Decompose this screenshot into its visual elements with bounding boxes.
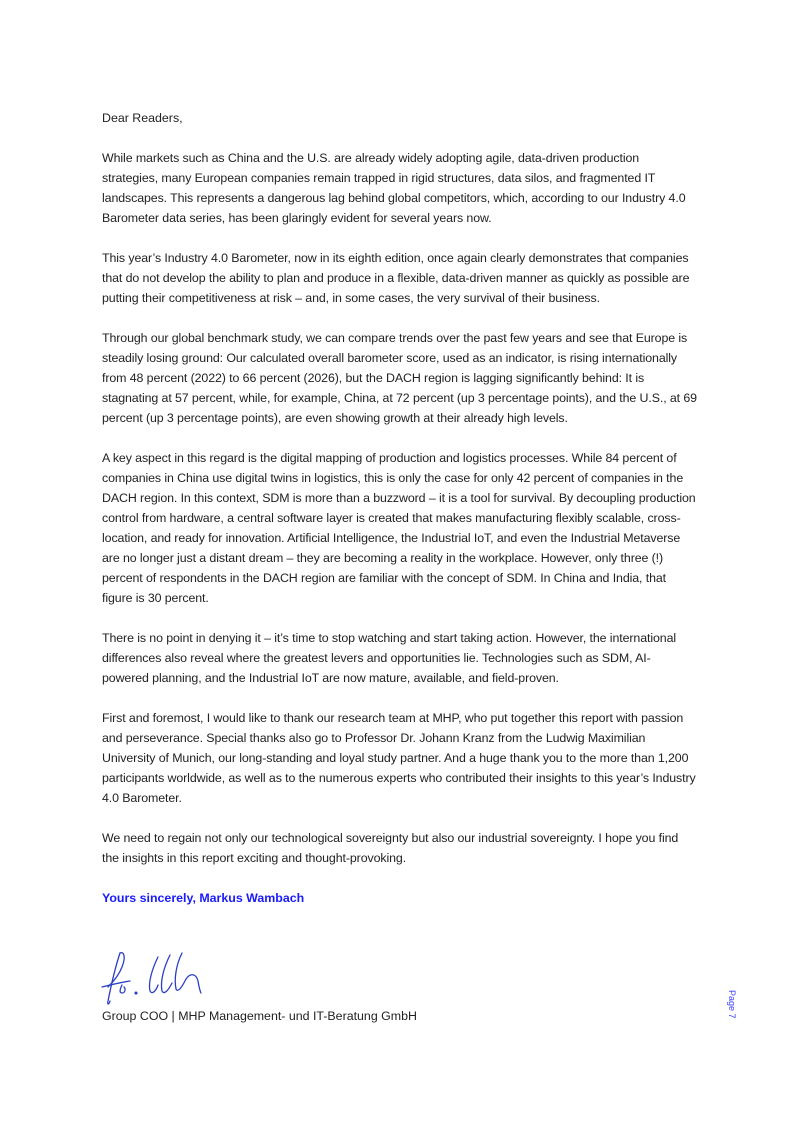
- closing-signoff: Yours sincerely, Markus Wambach: [102, 891, 305, 905]
- paragraph-sovereignty: We need to regain not only our technological sovereignty but also our industrial sovereignty. I hope you find the insights in this report exciting and thought-provoking.: [102, 831, 679, 865]
- salutation: Dear Readers,: [102, 111, 183, 125]
- paragraph-barometer-edition: This year’s Industry 4.0 Barometer, now in its eighth edition, once again clearly demonstrates that companies that do not develop the ability to plan and produce in a flexible, data-driven manner as quickly as possible are putting their competitiveness at risk – and, in some cases, the very survival of their business.: [102, 251, 690, 305]
- paragraph-benchmark-scores: Through our global benchmark study, we can compare trends over the past few years and see that Europe is steadily losing ground: Our calculated overall barometer score, used as an indicator, is rising internationally from 48 percent (2022) to 66 percent (2026), but the DACH region is lagging significantly behind: It is stagnating at 57 percent, while, for example, China, at 72 percent (up 3 percentage points), and the U.S., at 69 percent (up 3 percentage points), are even showing growth at their already high levels.: [102, 331, 697, 425]
- letter-body: [102, 108, 697, 908]
- paragraph-market-lag: While markets such as China and the U.S. are already widely adopting agile, data-driven production strategies, many European companies remain trapped in rigid structures, data silos, and fragmented IT landscapes. This represents a dangerous lag behind global competitors, which, according to our Industry 4.0 Barometer data series, has been glaringly evident for several years now.: [102, 151, 686, 225]
- paragraph-call-to-action: There is no point in denying it – it’s time to stop watching and start taking action. However, the international differences also reveal where the greatest levers and opportunities lie. Technologies such as SDM, AI-powered planning, and the Industrial IoT are now mature, available, and field-proven.: [102, 631, 677, 685]
- paragraph-digital-twins-sdm: A key aspect in this regard is the digital mapping of production and logistics processes. While 84 percent of companies in China use digital twins in logistics, this is only the case for only 42 percent of companies in the DACH region. In this context, SDM is more than a buzzword – it is a tool for survival. By decoupling production control from hardware, a central software layer is created that makes manufacturing flexibly scalable, cross-location, and ready for innovation. Artificial Intelligence, the Industrial IoT, and even the Industrial Metaverse are no longer just a distant dream – they are becoming a reality in the workplace. However, only three (!) percent of respondents in the DACH region are familiar with the concept of SDM. In China and India, that figure is 30 percent.: [102, 451, 696, 605]
- paragraph-acknowledgements: First and foremost, I would like to thank our research team at MHP, who put together this report with passion and perseverance. Special thanks also go to Professor Dr. Johann Kranz from the Ludwig Maximilian University of Munich, our long-standing and loyal study partner. And a huge thank you to the more than 1,200 participants worldwide, as well as to the numerous experts who contributed their insights to this year’s Industry 4.0 Barometer.: [102, 711, 696, 805]
- page-number: Page 7: [727, 990, 737, 1019]
- handwritten-signature-icon: [100, 947, 215, 1009]
- signatory-role: Group COO | MHP Management- und IT-Beratung GmbH: [102, 1009, 417, 1023]
